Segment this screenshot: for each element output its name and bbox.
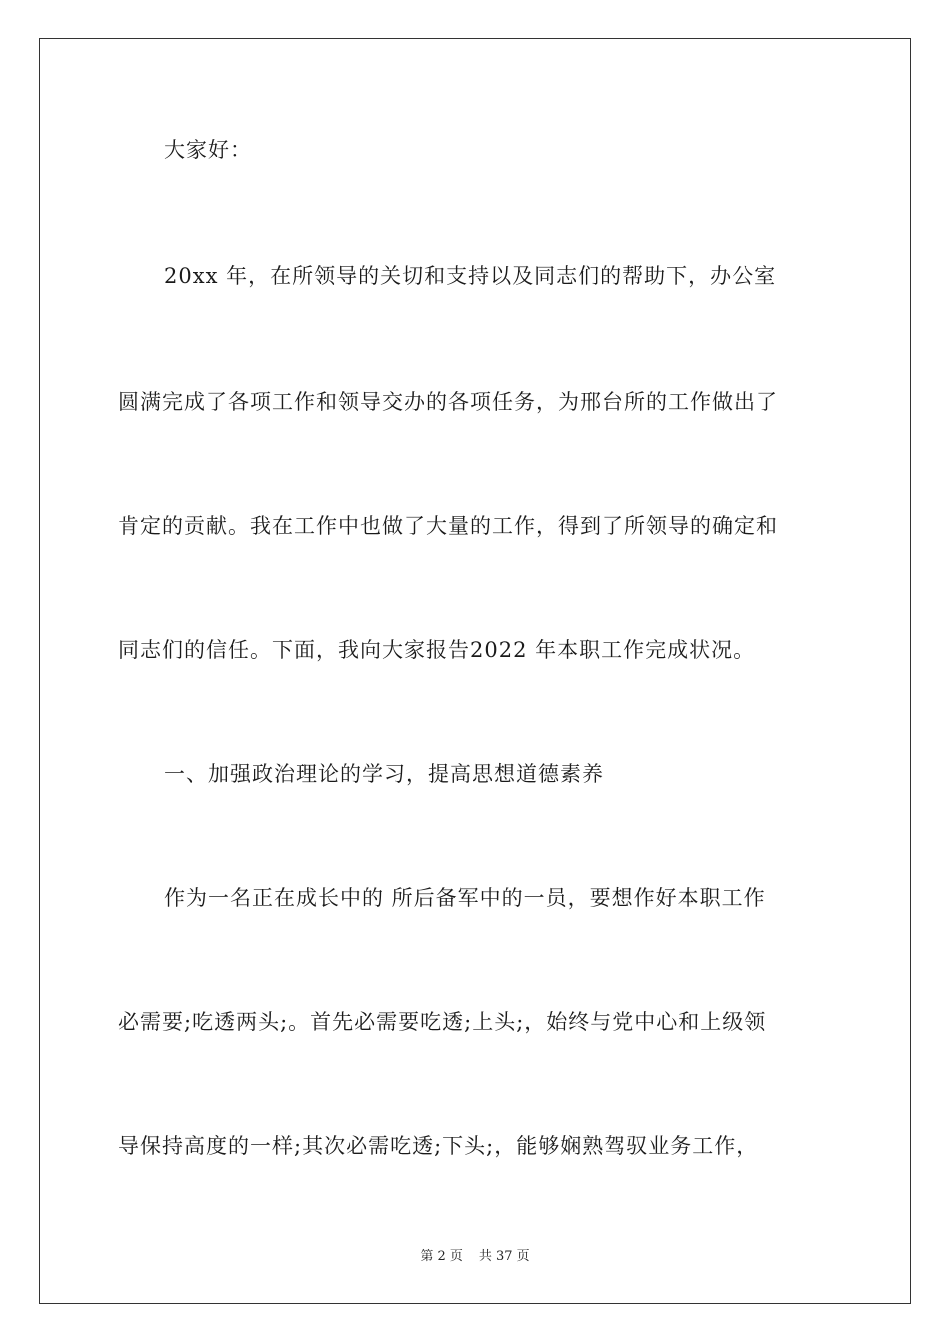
paragraph-line: 20xx 年，在所领导的关切和支持以及同志们的帮助下，办公室 [164,264,777,288]
paragraph-line: 圆满完成了各项工作和领导交办的各项任务，为邢台所的工作做出了 [118,390,778,414]
page-border [39,38,911,1304]
section-heading: 一、加强政治理论的学习，提高思想道德素养 [164,762,604,786]
paragraph-line: 导保持高度的一样;其次必需吃透;下头;，能够娴熟驾驭业务工作， [118,1134,759,1158]
paragraph-line: 作为一名正在成长中的 所后备军中的一员，要想作好本职工作 [164,886,766,910]
page-number: 第 2 页 [420,1249,463,1264]
paragraph-line: 必需要;吃透两头;。首先必需要吃透;上头;，始终与党中心和上级领 [118,1010,767,1034]
paragraph-line: 肯定的贡献。我在工作中也做了大量的工作，得到了所领导的确定和 [118,514,778,538]
paragraph-line: 同志们的信任。下面，我向大家报告2022 年本职工作完成状况。 [118,638,756,662]
total-pages: 共 37 页 [478,1249,530,1264]
page-footer [0,1248,950,1266]
greeting-line: 大家好： [164,138,252,162]
